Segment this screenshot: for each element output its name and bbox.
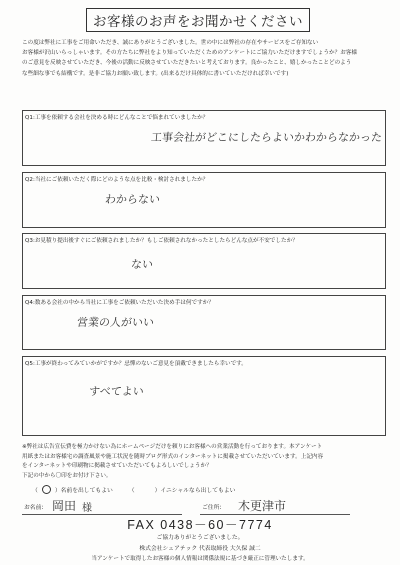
name-label: お名前: (24, 505, 44, 511)
customer-info-row (22, 498, 386, 514)
intro-line: のご意見を反映させていただき、今後の活動に反映させていただきたいと考えております。良かったこと、嬉しかったことどのよう (22, 60, 352, 67)
publication-notice (22, 443, 386, 481)
question-4-box[interactable] (22, 295, 386, 350)
open-paren: （ (32, 488, 38, 494)
fax-number: FAX 0438－60－7774 (127, 518, 273, 532)
question-2-label: Q2:当社にご依頼いただく際にどのような点を比較・検討されましたか？ (25, 177, 209, 183)
question-3-box[interactable] (22, 233, 386, 289)
question-1-box[interactable] (22, 110, 386, 166)
question-2-answer[interactable]: わからない (104, 193, 161, 206)
circle-check-icon (42, 485, 51, 494)
form-title (86, 8, 310, 32)
intro-line: な些細な事でも結構です。是非ご協力お願い致します。(出来るだけ具体的に書いていただければ幸いです) (22, 70, 289, 77)
consent-option-name-label: ）名前を出してもよい (54, 488, 113, 494)
name-suffix: 様 (82, 503, 92, 514)
question-5-label: Q5:工事が終わってみていかがですか？忌憚のないご意見を頂戴できましたら幸いです。 (25, 361, 247, 367)
name-value[interactable]: 岡田 (52, 499, 77, 513)
notice-line: 下記の中から〇印をお付け下さい。 (22, 472, 112, 479)
privacy-note: 当アンケートで取得したお客様の個人情報は関係法規に基づき厳正に管理いたします。 (91, 556, 309, 562)
question-3-label: Q3:お見積り提出後すぐにご依頼されましたか？もしご依頼されなかったとしたらどんな点が不安でしたか？ (25, 238, 298, 244)
address-label: ご住所: (202, 505, 222, 511)
consent-option-name[interactable] (32, 485, 113, 494)
question-5-box[interactable] (22, 356, 386, 436)
address-field[interactable] (200, 498, 350, 515)
question-4-answer[interactable]: 営業の人がいい (76, 316, 155, 329)
consent-option-initials[interactable] (129, 485, 236, 494)
open-paren: （ (128, 488, 135, 494)
notice-line: をインターネットや印刷物に掲載させていただいてもよろしいでしょうか？ (22, 463, 212, 470)
intro-line: この度は弊社に工事をご用命いただき、誠にありがとうございました。世の中には弊社の存在やサービスをご存知ない (22, 40, 319, 46)
question-4-label: Q4:数ある会社の中から当社に工事をご依頼いただいた決め手は何ですか？ (25, 300, 214, 306)
question-3-answer[interactable]: ない (130, 258, 154, 271)
notice-line: 用紙またはお客様宅の調査風景や施工状況を随時ブログ形式のインターネットに掲載させていただいています。上記内容 (22, 453, 324, 460)
intro-text (22, 38, 384, 79)
address-value[interactable]: 木更津市 (238, 499, 287, 513)
question-1-answer[interactable]: 工事会社がどこにしたらよいかわからなかった (150, 131, 383, 144)
name-field[interactable] (22, 498, 182, 515)
consent-option-initials-label: ）イニシャルなら出してもよい (154, 488, 236, 494)
company-signature: 株式会社シェアテック 代表取締役 大久保 誠二 (139, 546, 261, 552)
intro-line: お客様が沢山いらっしゃいます。その方たちに弊社をより知っていただくためのアンケートにご協力いただけますでしょうか？お客様 (22, 50, 358, 57)
form-title-text: お客様のお声をお聞かせください (93, 14, 303, 30)
notice-line: ※弊社は広告宣伝費を極力かけない為にホームページだけを頼りにお客様への営業活動を行っております。本アンケート (22, 444, 323, 450)
question-1-label: Q1:工事を依頼する会社を決める時にどんなことで悩まれていましたか？ (25, 115, 209, 121)
thanks-text: ご協力ありがとうございました。 (156, 535, 244, 541)
question-5-answer[interactable]: すべてよい (88, 385, 145, 398)
question-2-box[interactable] (22, 172, 386, 228)
consent-options (32, 485, 235, 494)
